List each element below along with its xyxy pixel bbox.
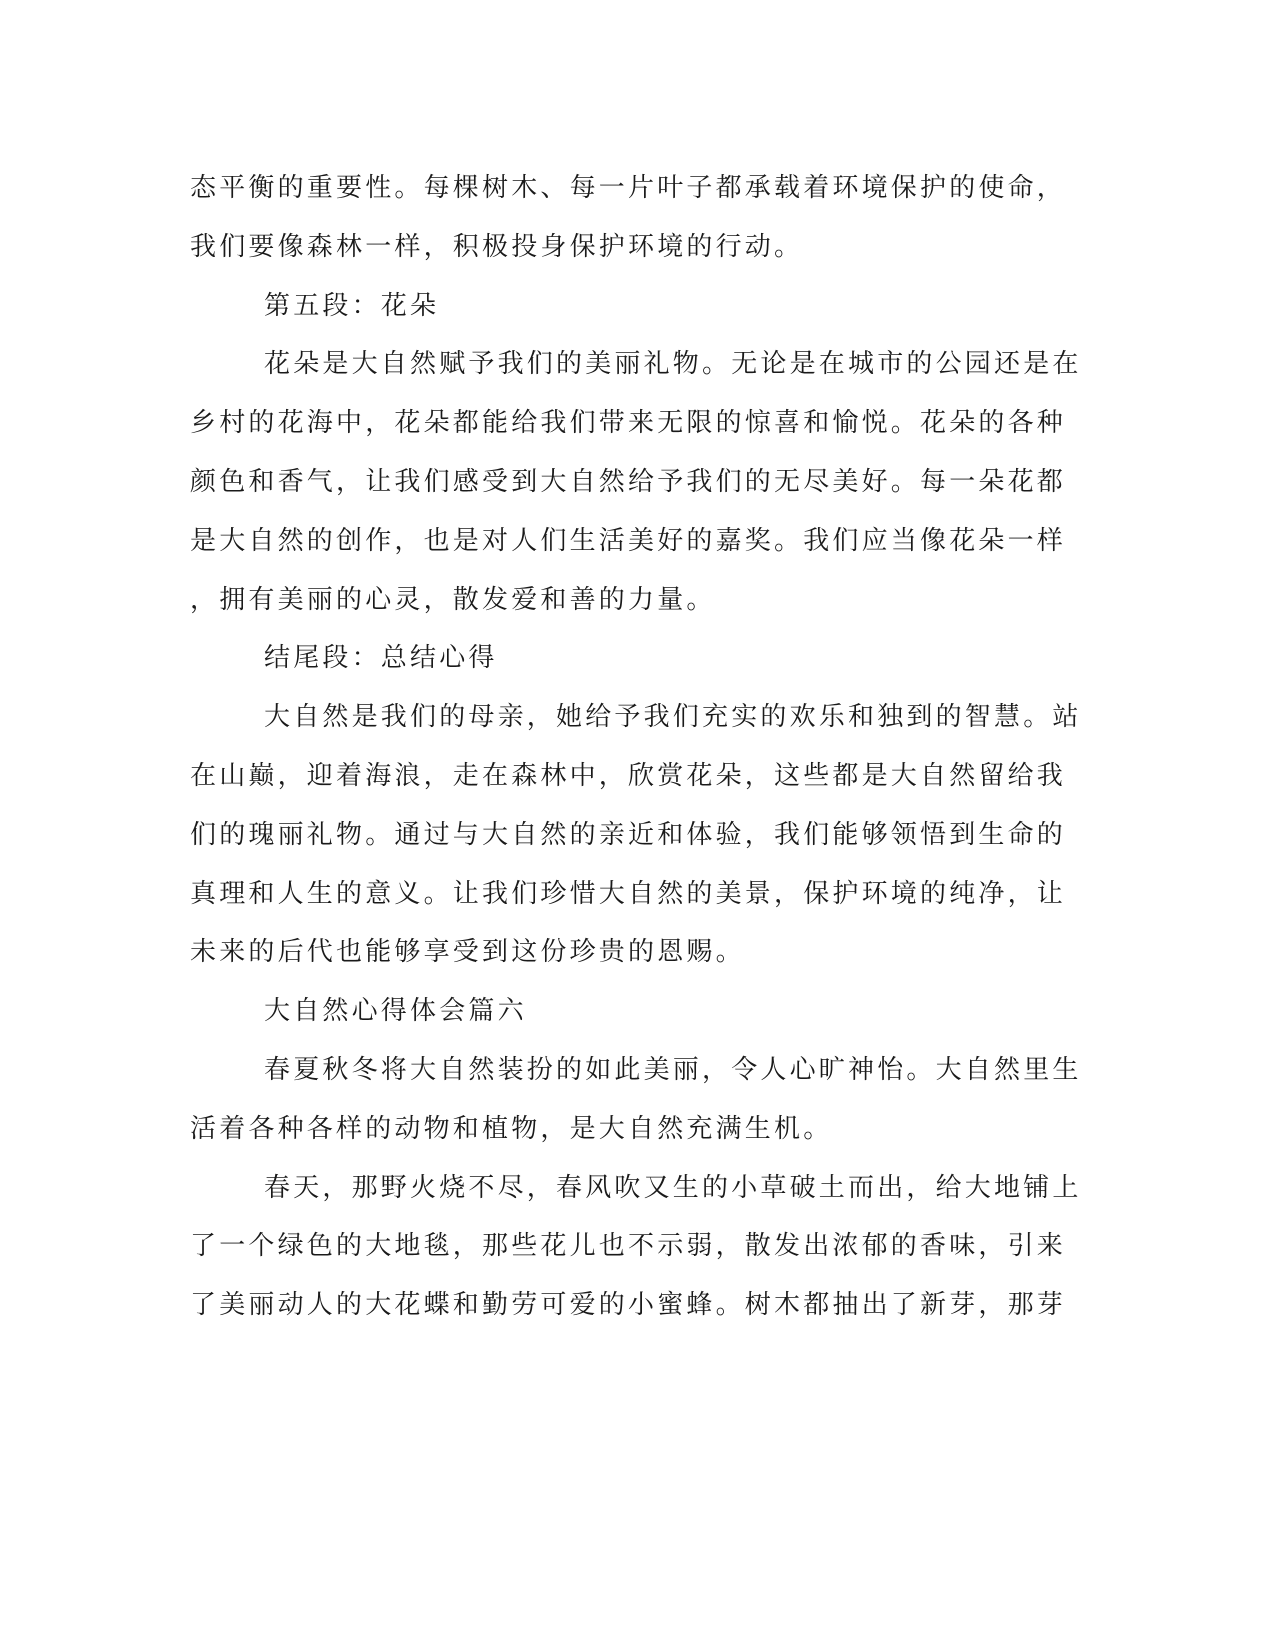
text-line: ，拥有美丽的心灵，散发爱和善的力量。: [190, 584, 716, 615]
section-heading: 结尾段：总结心得: [264, 643, 498, 674]
text-line: 未来的后代也能够享受到这份珍贵的恩赐。: [190, 937, 745, 968]
text-line: 态平衡的重要性。每棵树木、每一片叶子都承载着环境保护的使命，: [190, 173, 1067, 203]
section-heading: 第五段：花朵: [264, 290, 440, 321]
article-heading: 大自然心得体会篇六: [264, 996, 527, 1027]
text-line: 们的瑰丽礼物。通过与大自然的亲近和体验，我们能够领悟到生命的: [190, 819, 1067, 850]
paragraph-start: 春夏秋冬将大自然装扮的如此美丽，令人心旷神怡。大自然里生: [264, 1054, 1082, 1085]
paragraph-start: 花朵是大自然赋予我们的美丽礼物。无论是在城市的公园还是在: [264, 349, 1082, 380]
text-line: 了美丽动人的大花蝶和勤劳可爱的小蜜蜂。树木都抽出了新芽，那芽: [190, 1290, 1067, 1321]
text-line: 颜色和香气，让我们感受到大自然给予我们的无尽美好。每一朵花都: [190, 466, 1067, 497]
text-line: 是大自然的创作，也是对人们生活美好的嘉奖。我们应当像花朵一样: [190, 525, 1067, 556]
text-line: 在山巅，迎着海浪，走在森林中，欣赏花朵，这些都是大自然留给我: [190, 760, 1067, 791]
text-line: 乡村的花海中，花朵都能给我们带来无限的惊喜和愉悦。花朵的各种: [190, 408, 1067, 439]
paragraph-start: 大自然是我们的母亲，她给予我们充实的欢乐和独到的智慧。站: [264, 702, 1082, 733]
text-line: 活着各种各样的动物和植物，是大自然充满生机。: [190, 1113, 833, 1144]
text-line: 我们要像森林一样，积极投身保护环境的行动。: [190, 231, 804, 262]
paragraph-start: 春天，那野火烧不尽，春风吹又生的小草破土而出，给大地铺上: [264, 1172, 1082, 1203]
document-body: [190, 159, 1090, 1335]
text-line: 了一个绿色的大地毯，那些花儿也不示弱，散发出浓郁的香味，引来: [190, 1231, 1067, 1262]
text-line: 真理和人生的意义。让我们珍惜大自然的美景，保护环境的纯净，让: [190, 878, 1067, 909]
